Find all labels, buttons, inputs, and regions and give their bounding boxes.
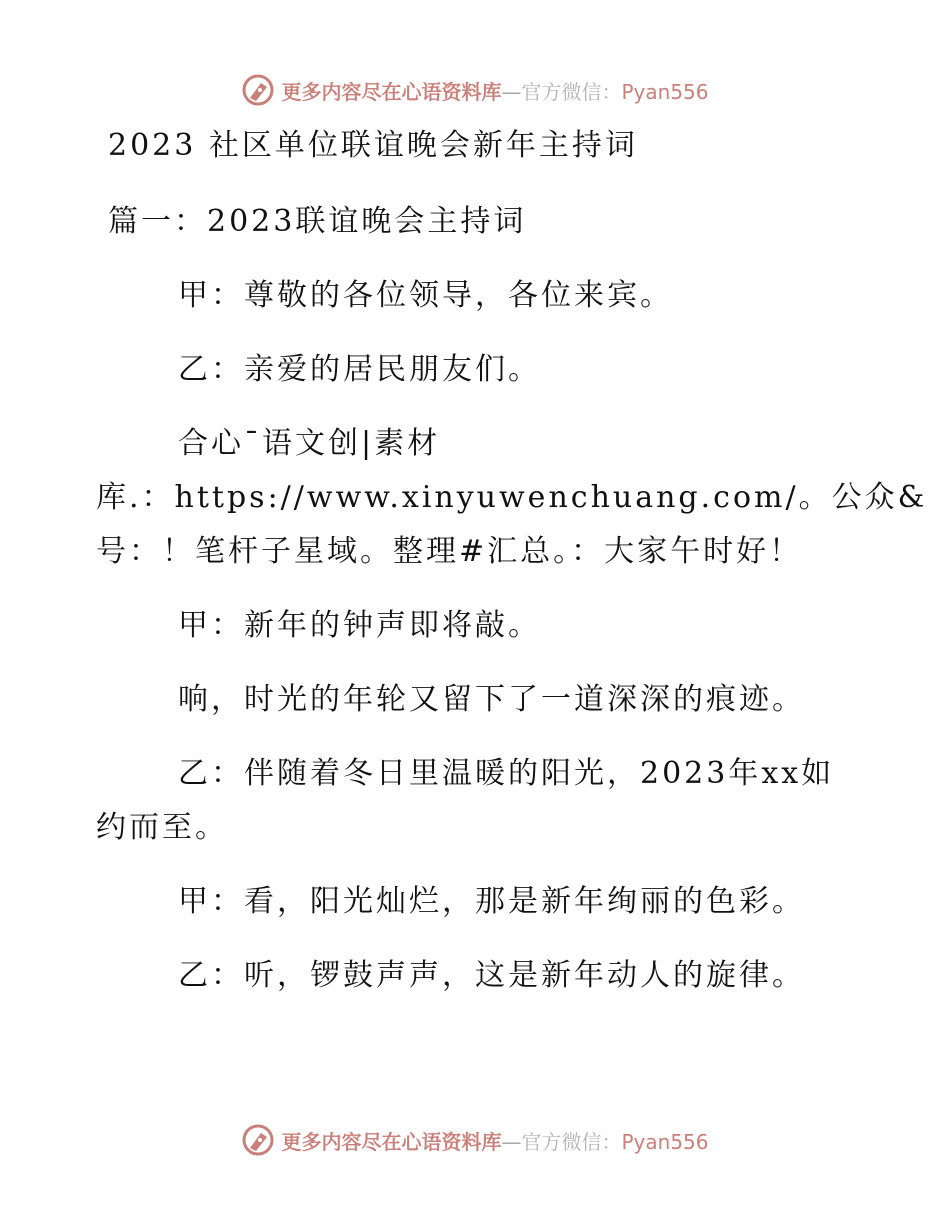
section-title: 篇一：2023联谊晚会主持词 xyxy=(108,204,527,239)
watermark-text: 更多内容尽在心语资料库—官方微信：Pyan556 xyxy=(281,79,709,104)
footer-watermark xyxy=(0,1118,950,1162)
document-title: 2023 社区单位联谊晚会新年主持词 xyxy=(108,128,638,163)
paragraph-8: 乙：听，锣鼓声声，这是新年动人的旋律。 xyxy=(178,958,805,993)
paragraph-3-line-1: 合心¯语文创|素材 xyxy=(178,426,441,461)
document-body xyxy=(96,126,928,996)
paragraph-6-line-2: 约而至。 xyxy=(96,810,228,845)
paragraph-6-line-1: 乙：伴随着冬日里温暖的阳光，2023年xx如 xyxy=(178,756,835,791)
paragraph-3-line-3: 号：！笔杆子星域。整理#汇总。：大家午时好！ xyxy=(96,534,803,569)
paragraph-4: 甲：新年的钟声即将敲。 xyxy=(178,608,541,643)
paragraph-5: 响，时光的年轮又留下了一道深深的痕迹。 xyxy=(178,682,805,717)
watermark-text: 更多内容尽在心语资料库—官方微信：Pyan556 xyxy=(281,1129,709,1154)
header-watermark xyxy=(0,68,950,112)
paragraph-1: 甲：尊敬的各位领导，各位来宾。 xyxy=(178,278,673,313)
paragraph-7: 甲：看，阳光灿烂，那是新年绚丽的色彩。 xyxy=(178,884,805,919)
pen-nib-logo-icon xyxy=(241,73,275,107)
paragraph-3-line-2: 库.：https://www.xinyuwenchuang.com/。公众& xyxy=(96,480,928,515)
paragraph-2: 乙：亲爱的居民朋友们。 xyxy=(178,352,541,387)
pen-nib-logo-icon xyxy=(241,1123,275,1157)
